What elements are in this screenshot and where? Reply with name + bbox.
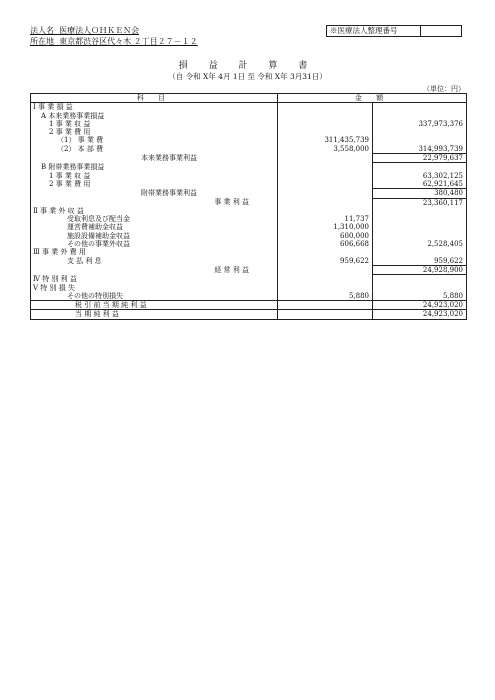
total-amount: 23,360,117 <box>373 198 467 207</box>
total-amount: 2,528,405 <box>373 240 467 248</box>
statement-row <box>31 275 467 284</box>
statement-row <box>31 145 467 154</box>
subtotal-amount <box>278 189 373 198</box>
total-amount <box>373 223 467 231</box>
account-label: Ⅴ 特 別 損 失 <box>31 284 278 292</box>
income-statement-table <box>30 93 467 320</box>
subtotal-amount: 606,668 <box>278 240 373 248</box>
account-label: （2） 本 部 費 <box>31 145 278 154</box>
address-label: 所在地 <box>30 37 54 46</box>
subtotal-amount <box>278 198 373 207</box>
subtotal-amount: 3,558,000 <box>278 145 373 154</box>
subtotal-amount <box>278 154 373 163</box>
statement-row <box>31 112 467 120</box>
total-amount: 380,480 <box>373 189 467 198</box>
table-header-row <box>31 94 467 103</box>
item-column-header: 科 目 <box>31 94 278 103</box>
account-label: B 附帯業務事業損益 <box>31 163 278 172</box>
account-label: 施設設備補助金収益 <box>31 232 278 240</box>
subtotal-amount <box>278 120 373 128</box>
statement-row <box>31 163 467 172</box>
total-amount <box>373 103 467 112</box>
statement-body <box>31 103 467 319</box>
subtotal-amount: 11,737 <box>278 215 373 223</box>
statement-row <box>31 103 467 112</box>
total-amount <box>373 284 467 292</box>
subtotal-amount <box>278 207 373 215</box>
account-label: 運営費補助金収益 <box>31 223 278 231</box>
statement-row <box>31 128 467 136</box>
statement-row <box>31 189 467 198</box>
account-label: その他の特別損失 <box>31 292 278 301</box>
subtotal-amount <box>278 172 373 180</box>
account-label: 附帯業務事業利益 <box>31 189 278 198</box>
account-label: 1 事 業 収 益 <box>31 172 278 180</box>
total-amount <box>373 128 467 136</box>
total-amount: 62,921,645 <box>373 180 467 189</box>
registration-number-value <box>421 26 461 36</box>
total-amount: 5,880 <box>373 292 467 301</box>
total-amount: 24,928,900 <box>373 265 467 274</box>
registration-number-label: ※医療法人整理番号 <box>327 26 421 36</box>
statement-row <box>31 198 467 207</box>
total-amount: 959,622 <box>373 257 467 266</box>
statement-row <box>31 265 467 274</box>
total-amount: 314,993,739 <box>373 145 467 154</box>
subtotal-amount: 959,622 <box>278 257 373 266</box>
subtotal-amount <box>278 248 373 256</box>
total-amount: 24,923,020 <box>373 310 467 319</box>
account-label: その他の事業外収益 <box>31 240 278 248</box>
account-label: Ⅰ 事 業 損 益 <box>31 103 278 112</box>
statement-row <box>31 120 467 128</box>
subtotal-amount <box>278 284 373 292</box>
statement-title: 損 益 計 算 書 <box>178 61 317 71</box>
account-label: 支 払 利 息 <box>31 257 278 266</box>
account-label: Ⅲ 事 業 外 費 用 <box>31 248 278 256</box>
subtotal-amount <box>278 301 373 310</box>
statement-row <box>31 207 467 215</box>
total-amount <box>373 275 467 284</box>
statement-row <box>31 284 467 292</box>
account-label: A 本来業務事業損益 <box>31 112 278 120</box>
total-amount: 63,302,125 <box>373 172 467 180</box>
account-label: 当 期 純 利 益 <box>31 310 278 319</box>
unit-label: （単位：円） <box>423 85 465 93</box>
account-label: Ⅳ 特 別 利 益 <box>31 275 278 284</box>
account-label: 2 事 業 費 用 <box>31 180 278 189</box>
total-amount <box>373 248 467 256</box>
amount-column-header: 金 額 <box>278 94 467 103</box>
subtotal-amount <box>278 163 373 172</box>
subtotal-amount: 311,435,739 <box>278 136 373 144</box>
corp-name-label: 法人名 <box>30 26 54 35</box>
account-label: 本来業務事業利益 <box>31 154 278 163</box>
account-label: （1） 事 業 費 <box>31 136 278 144</box>
subtotal-amount: 1,310,000 <box>278 223 373 231</box>
statement-row <box>31 310 467 319</box>
address: 東京都渋谷区代々木 ２丁目２７－１２ <box>59 37 198 46</box>
account-label: 事 業 利 益 <box>31 198 278 207</box>
total-amount <box>373 215 467 223</box>
account-label: 税 引 前 当 期 純 利 益 <box>31 301 278 310</box>
total-amount <box>373 112 467 120</box>
account-label: 2 事 業 費 用 <box>31 128 278 136</box>
account-label: 経 常 利 益 <box>31 265 278 274</box>
address-line <box>30 37 198 47</box>
total-amount: 22,979,637 <box>373 154 467 163</box>
account-label: 受取利息及び配当金 <box>31 215 278 223</box>
total-amount: 24,923,020 <box>373 301 467 310</box>
statement-row <box>31 215 467 223</box>
account-label: Ⅱ 事 業 外 収 益 <box>31 207 278 215</box>
total-amount <box>373 207 467 215</box>
statement-row <box>31 180 467 189</box>
total-amount: 337,973,376 <box>373 120 467 128</box>
subtotal-amount: 600,000 <box>278 232 373 240</box>
registration-number-box <box>326 25 462 37</box>
statement-row <box>31 232 467 240</box>
statement-row <box>31 154 467 163</box>
account-label: 1 事 業 収 益 <box>31 120 278 128</box>
subtotal-amount <box>278 103 373 112</box>
statement-row <box>31 223 467 231</box>
subtotal-amount <box>278 275 373 284</box>
subtotal-amount <box>278 128 373 136</box>
fiscal-period: （自 令和 X年 4月 1日 至 令和 X年 3月31日） <box>168 72 327 81</box>
total-amount <box>373 232 467 240</box>
subtotal-amount: 5,880 <box>278 292 373 301</box>
subtotal-amount <box>278 112 373 120</box>
statement-row <box>31 248 467 256</box>
statement-row <box>31 240 467 248</box>
total-amount <box>373 136 467 144</box>
statement-row <box>31 301 467 310</box>
total-amount <box>373 163 467 172</box>
statement-row <box>31 292 467 301</box>
statement-row <box>31 257 467 266</box>
statement-row <box>31 172 467 180</box>
statement-row <box>31 136 467 144</box>
subtotal-amount <box>278 180 373 189</box>
corp-name-line <box>30 26 139 36</box>
subtotal-amount <box>278 265 373 274</box>
subtotal-amount <box>278 310 373 319</box>
corp-name: 医療法人ＯＨＫＥＮ会 <box>59 26 140 35</box>
